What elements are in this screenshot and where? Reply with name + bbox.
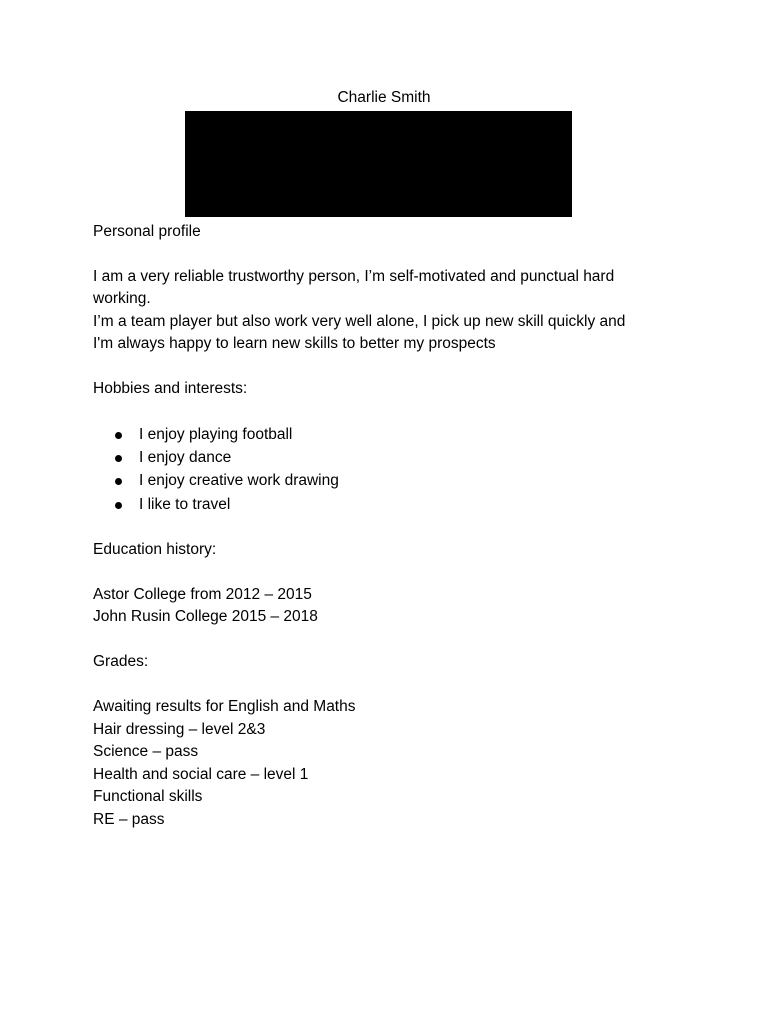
grade-entry: Science – pass — [93, 743, 199, 760]
profile-line: I’m a team player but also work very well alone, I pick up new skill quickly and — [93, 313, 626, 330]
profile-line: I'm always happy to learn new skills to better my prospects — [93, 335, 496, 352]
grade-entry: Health and social care – level 1 — [93, 766, 309, 783]
hobby-text: I enjoy dance — [139, 449, 232, 466]
grades-heading: Grades: — [93, 653, 149, 670]
hobby-text: I enjoy creative work drawing — [139, 472, 339, 489]
cv-name-title: Charlie Smith — [337, 89, 431, 106]
grade-entry: Functional skills — [93, 788, 203, 805]
bullet-icon — [115, 478, 122, 485]
hobby-text: I enjoy playing football — [139, 426, 293, 443]
bullet-icon — [115, 502, 122, 509]
grade-entry: RE – pass — [93, 811, 165, 828]
grade-entry: Awaiting results for English and Maths — [93, 698, 356, 715]
education-heading: Education history: — [93, 541, 217, 558]
education-entry: John Rusin College 2015 – 2018 — [93, 608, 318, 625]
bullet-icon — [115, 455, 122, 462]
personal-profile-heading: Personal profile — [93, 223, 201, 240]
redacted-block — [185, 111, 572, 217]
grade-entry: Hair dressing – level 2&3 — [93, 721, 266, 738]
hobbies-heading: Hobbies and interests: — [93, 380, 248, 397]
profile-line: working. — [93, 290, 151, 307]
hobby-text: I like to travel — [139, 496, 231, 513]
education-entry: Astor College from 2012 – 2015 — [93, 586, 312, 603]
bullet-icon — [115, 432, 122, 439]
profile-line: I am a very reliable trustworthy person, I’m self-motivated and punctual hard — [93, 268, 615, 285]
